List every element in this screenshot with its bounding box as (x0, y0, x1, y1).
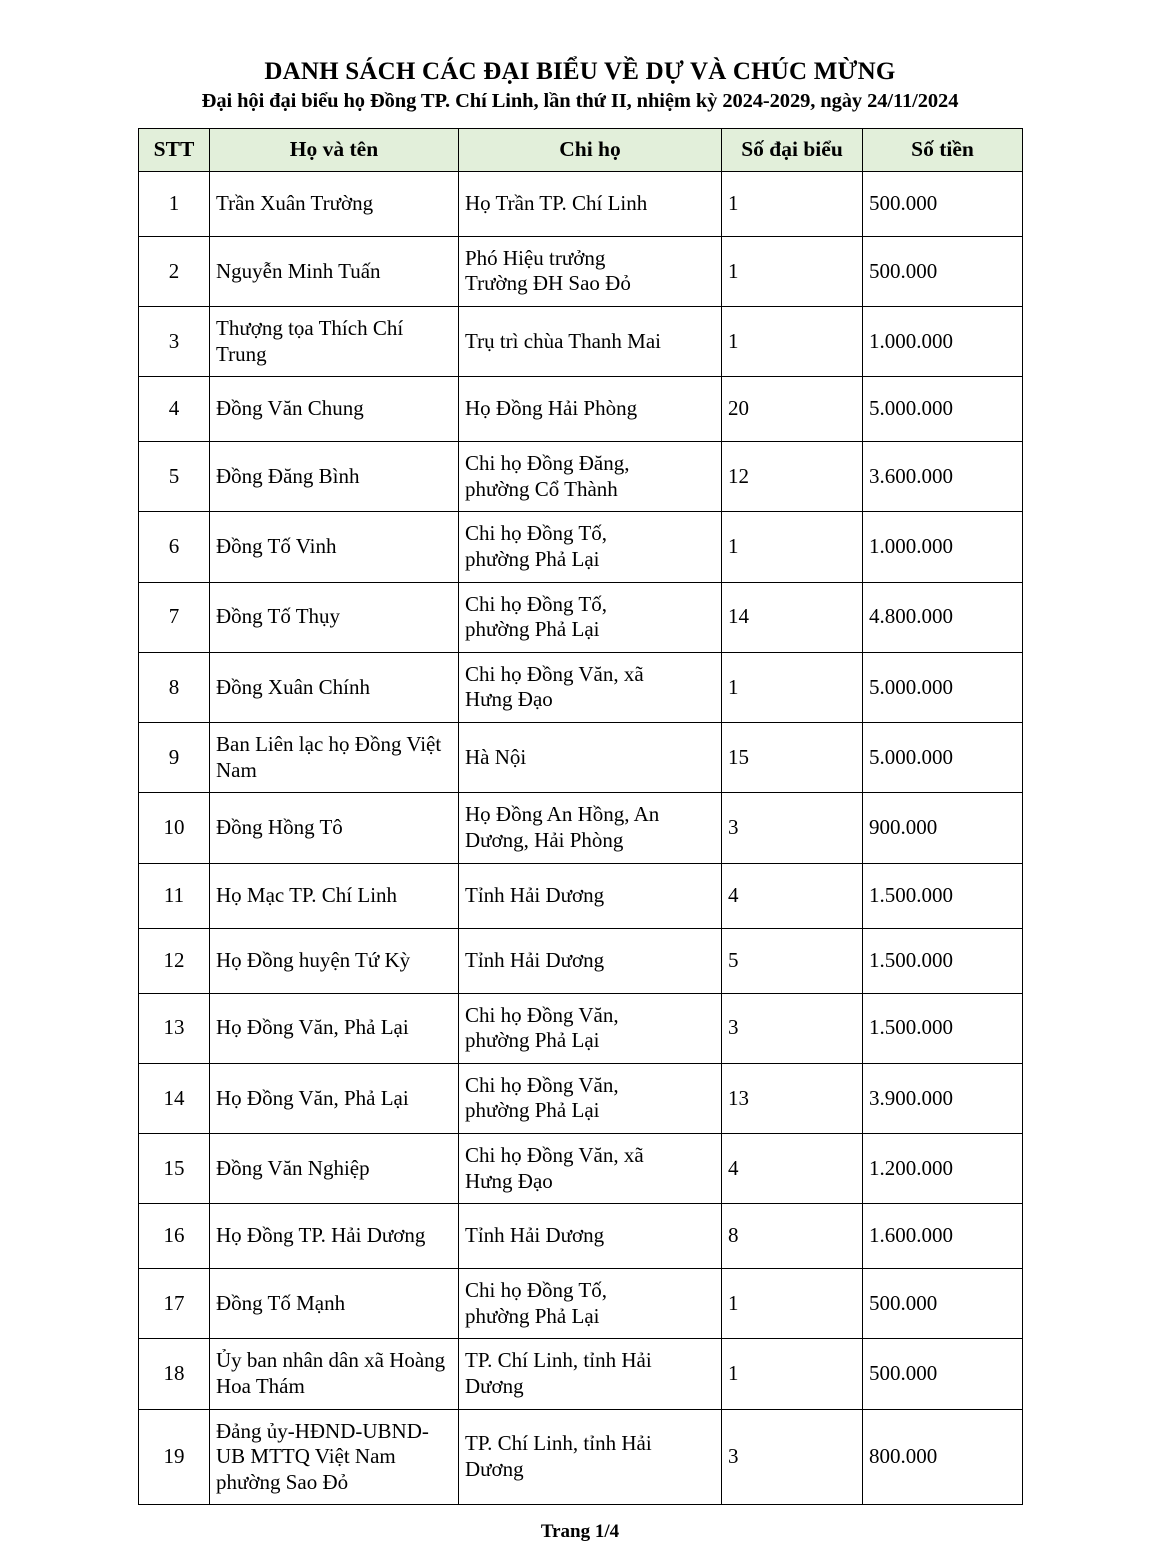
cell-chi-ho: Chi họ Đồng Văn, xã Hưng Đạo (459, 1133, 722, 1203)
cell-so-tien: 1.500.000 (863, 928, 1023, 993)
table-row (139, 236, 1023, 306)
cell-name: Họ Đồng TP. Hải Dương (210, 1204, 459, 1269)
table-row (139, 307, 1023, 377)
cell-so-tien: 500.000 (863, 236, 1023, 306)
cell-so-dai-bieu: 3 (722, 993, 863, 1063)
cell-so-tien: 1.500.000 (863, 993, 1023, 1063)
cell-so-dai-bieu: 1 (722, 307, 863, 377)
cell-chi-ho: Chi họ Đồng Văn, phường Phả Lại (459, 993, 722, 1063)
cell-so-tien: 4.800.000 (863, 582, 1023, 652)
table-header-row (139, 128, 1023, 171)
cell-name: Đồng Tố Mạnh (210, 1269, 459, 1339)
cell-chi-ho: Chi họ Đồng Tố, phường Phả Lại (459, 582, 722, 652)
cell-so-tien: 3.600.000 (863, 442, 1023, 512)
cell-name: Họ Đồng Văn, Phả Lại (210, 1063, 459, 1133)
table-row (139, 723, 1023, 793)
table-row (139, 1339, 1023, 1409)
cell-stt: 11 (139, 863, 210, 928)
cell-so-tien: 1.000.000 (863, 512, 1023, 582)
cell-so-tien: 500.000 (863, 1339, 1023, 1409)
cell-chi-ho: Chi họ Đồng Văn, xã Hưng Đạo (459, 652, 722, 722)
cell-chi-ho: Họ Trần TP. Chí Linh (459, 171, 722, 236)
cell-so-tien: 800.000 (863, 1409, 1023, 1505)
page-subtitle: Đại hội đại biểu họ Đồng TP. Chí Linh, lần thứ II, nhiệm kỳ 2024-2029, ngày 24/11/2024 (201, 90, 959, 112)
cell-so-tien: 1.000.000 (863, 307, 1023, 377)
column-header-so-dai-bieu: Số đại biểu (722, 128, 863, 171)
cell-chi-ho: TP. Chí Linh, tỉnh Hải Dương (459, 1409, 722, 1505)
cell-chi-ho: Họ Đồng An Hồng, An Dương, Hải Phòng (459, 793, 722, 863)
cell-so-dai-bieu: 5 (722, 928, 863, 993)
cell-chi-ho: Tỉnh Hải Dương (459, 1204, 722, 1269)
cell-stt: 1 (139, 171, 210, 236)
cell-chi-ho: Chi họ Đồng Văn, phường Phả Lại (459, 1063, 722, 1133)
cell-stt: 14 (139, 1063, 210, 1133)
cell-so-dai-bieu: 4 (722, 863, 863, 928)
cell-so-tien: 1.600.000 (863, 1204, 1023, 1269)
cell-so-tien: 1.500.000 (863, 863, 1023, 928)
cell-name: Đảng ủy-HĐND-UBND-UB MTTQ Việt Nam phường Sao Đỏ (210, 1409, 459, 1505)
column-header-name: Họ và tên (210, 128, 459, 171)
cell-stt: 4 (139, 377, 210, 442)
table-header (139, 128, 1023, 171)
cell-so-dai-bieu: 8 (722, 1204, 863, 1269)
cell-stt: 10 (139, 793, 210, 863)
cell-stt: 19 (139, 1409, 210, 1505)
table-row (139, 1204, 1023, 1269)
table-row (139, 1063, 1023, 1133)
cell-name: Họ Đồng huyện Tứ Kỳ (210, 928, 459, 993)
cell-name: Thượng tọa Thích Chí Trung (210, 307, 459, 377)
table-row (139, 928, 1023, 993)
cell-chi-ho: Chi họ Đồng Đăng, phường Cổ Thành (459, 442, 722, 512)
cell-name: Ủy ban nhân dân xã Hoàng Hoa Thám (210, 1339, 459, 1409)
cell-so-dai-bieu: 4 (722, 1133, 863, 1203)
cell-name: Đồng Văn Nghiệp (210, 1133, 459, 1203)
document-header (0, 0, 1160, 114)
cell-so-tien: 500.000 (863, 1269, 1023, 1339)
cell-so-dai-bieu: 20 (722, 377, 863, 442)
cell-chi-ho: Trụ trì chùa Thanh Mai (459, 307, 722, 377)
cell-so-tien: 3.900.000 (863, 1063, 1023, 1133)
cell-name: Ban Liên lạc họ Đồng Việt Nam (210, 723, 459, 793)
cell-name: Đồng Hồng Tô (210, 793, 459, 863)
cell-name: Đồng Xuân Chính (210, 652, 459, 722)
table-row (139, 442, 1023, 512)
cell-so-dai-bieu: 1 (722, 1339, 863, 1409)
table-row (139, 171, 1023, 236)
cell-so-tien: 900.000 (863, 793, 1023, 863)
cell-chi-ho: Họ Đồng Hải Phòng (459, 377, 722, 442)
cell-so-tien: 5.000.000 (863, 652, 1023, 722)
cell-chi-ho: Chi họ Đồng Tố, phường Phả Lại (459, 1269, 722, 1339)
delegates-table (138, 128, 1023, 1506)
table-row (139, 377, 1023, 442)
cell-chi-ho: Chi họ Đồng Tố, phường Phả Lại (459, 512, 722, 582)
cell-so-tien: 5.000.000 (863, 723, 1023, 793)
cell-chi-ho: Tỉnh Hải Dương (459, 863, 722, 928)
table-row (139, 652, 1023, 722)
cell-stt: 8 (139, 652, 210, 722)
cell-so-dai-bieu: 1 (722, 236, 863, 306)
table-row (139, 793, 1023, 863)
cell-stt: 9 (139, 723, 210, 793)
column-header-stt: STT (139, 128, 210, 171)
cell-stt: 12 (139, 928, 210, 993)
cell-name: Họ Mạc TP. Chí Linh (210, 863, 459, 928)
cell-chi-ho: Hà Nội (459, 723, 722, 793)
cell-stt: 7 (139, 582, 210, 652)
cell-so-dai-bieu: 1 (722, 171, 863, 236)
page-title: DANH SÁCH CÁC ĐẠI BIỂU VỀ DỰ VÀ CHÚC MỪNG (264, 58, 896, 85)
table-body (139, 171, 1023, 1505)
cell-name: Nguyễn Minh Tuấn (210, 236, 459, 306)
cell-so-dai-bieu: 15 (722, 723, 863, 793)
page-footer: Trang 1/4 (540, 1521, 620, 1543)
cell-name: Đồng Tố Vinh (210, 512, 459, 582)
table-row (139, 1133, 1023, 1203)
cell-name: Đồng Đăng Bình (210, 442, 459, 512)
cell-stt: 13 (139, 993, 210, 1063)
cell-name: Đồng Văn Chung (210, 377, 459, 442)
cell-so-dai-bieu: 1 (722, 1269, 863, 1339)
cell-name: Đồng Tố Thụy (210, 582, 459, 652)
cell-chi-ho: Phó Hiệu trưởng Trường ĐH Sao Đỏ (459, 236, 722, 306)
cell-stt: 18 (139, 1339, 210, 1409)
cell-stt: 3 (139, 307, 210, 377)
cell-stt: 6 (139, 512, 210, 582)
cell-so-tien: 500.000 (863, 171, 1023, 236)
cell-chi-ho: Tỉnh Hải Dương (459, 928, 722, 993)
cell-stt: 17 (139, 1269, 210, 1339)
table-row (139, 582, 1023, 652)
column-header-chi-ho: Chi họ (459, 128, 722, 171)
cell-so-dai-bieu: 3 (722, 1409, 863, 1505)
cell-name: Trần Xuân Trường (210, 171, 459, 236)
cell-so-dai-bieu: 12 (722, 442, 863, 512)
table-row (139, 993, 1023, 1063)
column-header-so-tien: Số tiền (863, 128, 1023, 171)
cell-so-dai-bieu: 1 (722, 652, 863, 722)
table-row (139, 1269, 1023, 1339)
cell-so-tien: 5.000.000 (863, 377, 1023, 442)
cell-stt: 16 (139, 1204, 210, 1269)
cell-stt: 5 (139, 442, 210, 512)
table-row (139, 863, 1023, 928)
cell-stt: 2 (139, 236, 210, 306)
cell-so-dai-bieu: 1 (722, 512, 863, 582)
delegates-table-container (138, 128, 1022, 1506)
table-row (139, 512, 1023, 582)
cell-chi-ho: TP. Chí Linh, tỉnh Hải Dương (459, 1339, 722, 1409)
cell-name: Họ Đồng Văn, Phả Lại (210, 993, 459, 1063)
table-row (139, 1409, 1023, 1505)
cell-so-tien: 1.200.000 (863, 1133, 1023, 1203)
cell-so-dai-bieu: 14 (722, 582, 863, 652)
cell-so-dai-bieu: 13 (722, 1063, 863, 1133)
cell-so-dai-bieu: 3 (722, 793, 863, 863)
cell-stt: 15 (139, 1133, 210, 1203)
